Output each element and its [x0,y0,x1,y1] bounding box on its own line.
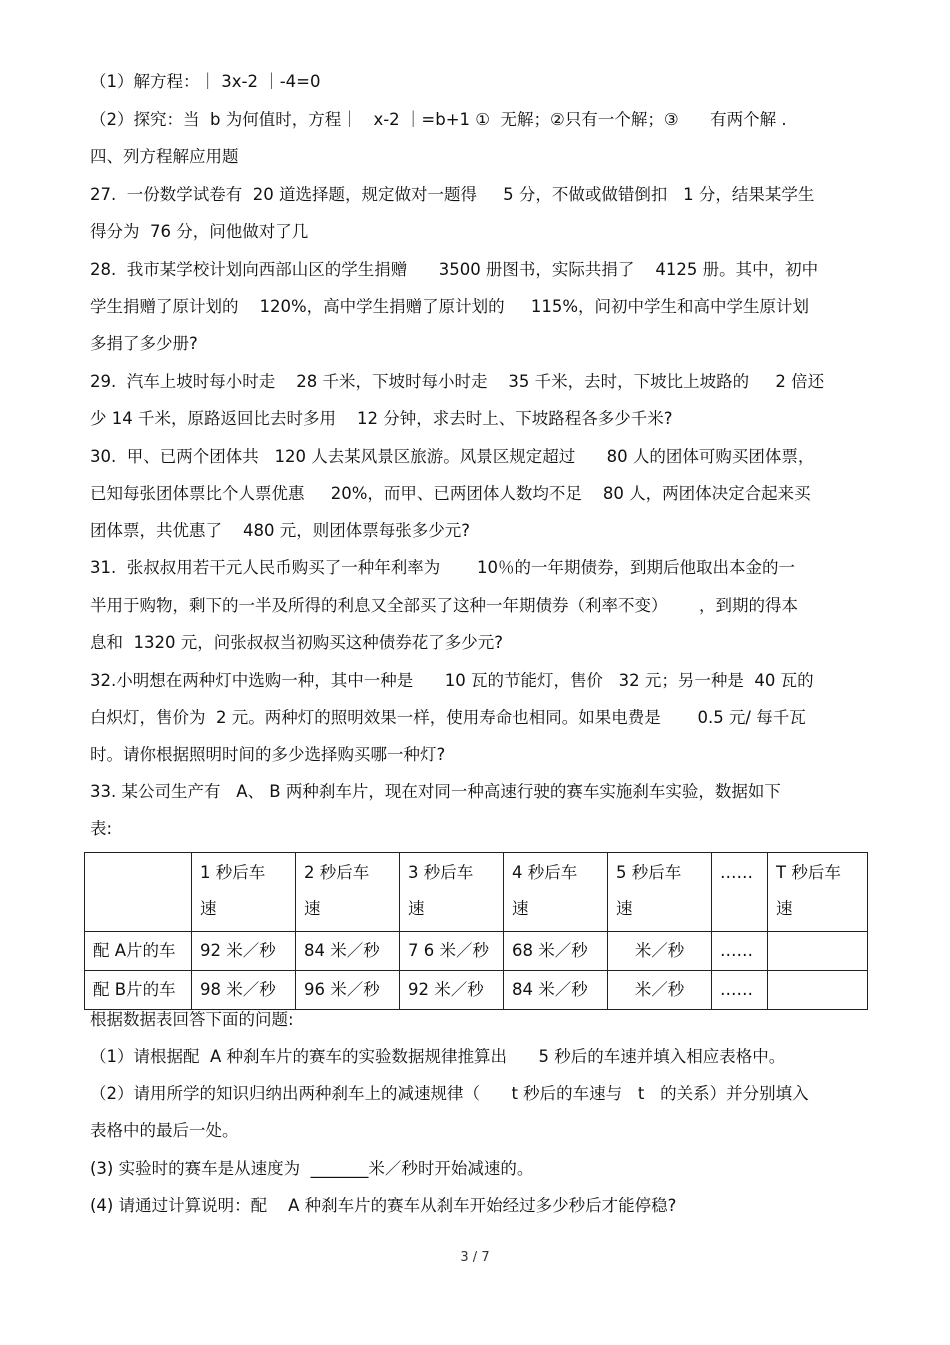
table-header-cell [85,853,192,932]
text-line: （1）请根据配 A 种刹车片的赛车的实验数据规律推算出 5 秒后的车速并填入相应表格中。 [90,1047,786,1066]
table-cell: 配 B片的车 [85,971,192,1010]
text-line: （1）解方程：｜ 3x-2 ｜-4=0 [90,72,321,91]
table-header-cell: 2 秒后车 速 [296,853,400,932]
text-line: 多捐了多少册? [90,334,198,353]
table-cell: 92 米／秒 [192,932,296,971]
text-line: 表: [90,819,113,838]
text-line: 31. 张叔叔用若干元人民币购买了一种年利率为 10％的一年期债券，到期后他取出本金的一 [90,558,795,577]
text-line: 27. 一份数学试卷有 20 道选择题，规定做对一题得 5 分，不做或做错倒扣 1 分，结果某学生 [90,185,815,204]
text-line: 团体票，共优惠了 480 元，则团体票每张多少元? [90,521,470,540]
text-line: (4) 请通过计算说明：配 A 种刹车片的赛车从刹车开始经过多少秒后才能停稳? [90,1196,677,1215]
text-line: 根据数据表回答下面的问题: [90,1010,294,1029]
text-line: （2）请用所学的知识归纳出两种刹车上的减速规律（ t 秒后的车速与 t 的关系）并分别填入 [90,1084,809,1103]
table-cell: 98 米／秒 [192,971,296,1010]
text-line: 得分为 76 分，问他做对了几 [90,222,309,241]
text-line: 学生捐赠了原计划的 120%，高中学生捐赠了原计划的 115%，问初中学生和高中学生原计划 [90,297,810,316]
text-line: (3) 实验时的赛车是从速度为 _______米／秒时开始减速的。 [90,1159,534,1178]
text-line: （2）探究：当 b 为何值时，方程｜ x-2 ｜=b+1 ① 无解；②只有一个解；③ 有两个解 . [90,110,787,129]
table-cell [768,971,868,1010]
table-header-cell: 1 秒后车 速 [192,853,296,932]
text-line: 30. 甲、已两个团体共 120 人去某风景区旅游。风景区规定超过 80 人的团体可购买团体票， [90,447,815,466]
table-cell: 米／秒 [608,932,712,971]
page-number: 3 / 7 [460,1250,490,1265]
table-cell: 92 米／秒 [400,971,504,1010]
brake-data-table [84,852,868,1010]
text-line: 33. 某公司生产有 A、 B 两种刹车片，现在对同一种高速行驶的赛车实施刹车实验，数据如下 [90,782,781,801]
text-line: 已知每张团体票比个人票优惠 20%，而甲、已两团体人数均不足 80 人，两团体决定合起来买 [90,484,811,503]
text-line: 息和 1320 元，问张叔叔当初购买这种债券花了多少元? [90,633,503,652]
table-cell: …… [712,932,768,971]
text-line: 少 14 千米，原路返回比去时多用 12 分钟，求去时上、下坡路程各多少千米? [90,409,673,428]
table-cell: 84 米／秒 [504,971,608,1010]
table-cell: 米／秒 [608,971,712,1010]
text-line: 28. 我市某学校计划向西部山区的学生捐赠 3500 册图书，实际共捐了 4125 册。其中，初中 [90,260,819,279]
table-cell: 68 米／秒 [504,932,608,971]
table-cell: 96 米／秒 [296,971,400,1010]
table-cell: …… [712,971,768,1010]
table-cell: 7 6 米／秒 [400,932,504,971]
text-line: 表格中的最后一处。 [90,1121,239,1140]
table-header-cell: 3 秒后车 速 [400,853,504,932]
table-header-cell: 4 秒后车 速 [504,853,608,932]
table-header-cell: 5 秒后车 速 [608,853,712,932]
text-line: 半用于购物，剩下的一半及所得的利息又全部买了这种一年期债券（利率不变） ，到期的得本 [90,596,798,615]
text-line: 时。请你根据照明时间的多少选择购买哪一种灯? [90,745,446,764]
table-cell [768,932,868,971]
table-header-row [85,853,868,932]
table-row [85,932,868,971]
table-header-cell: T 秒后车 速 [768,853,868,932]
text-line: 32.小明想在两种灯中选购一种，其中一种是 10 瓦的节能灯，售价 32 元；另一种是 40 瓦的 [90,671,814,690]
table-cell: 84 米／秒 [296,932,400,971]
table-row [85,971,868,1010]
table-header-cell: …… [712,853,768,932]
text-line: 白炽灯，售价为 2 元。两种灯的照明效果一样，使用寿命也相同。如果电费是 0.5 元/ 每千瓦 [90,708,806,727]
section-heading: 四、列方程解应用题 [90,147,239,166]
text-line: 29. 汽车上坡时每小时走 28 千米，下坡时每小时走 35 千米，去时，下坡比上坡路的 2 倍还 [90,372,825,391]
table-cell: 配 A片的车 [85,932,192,971]
